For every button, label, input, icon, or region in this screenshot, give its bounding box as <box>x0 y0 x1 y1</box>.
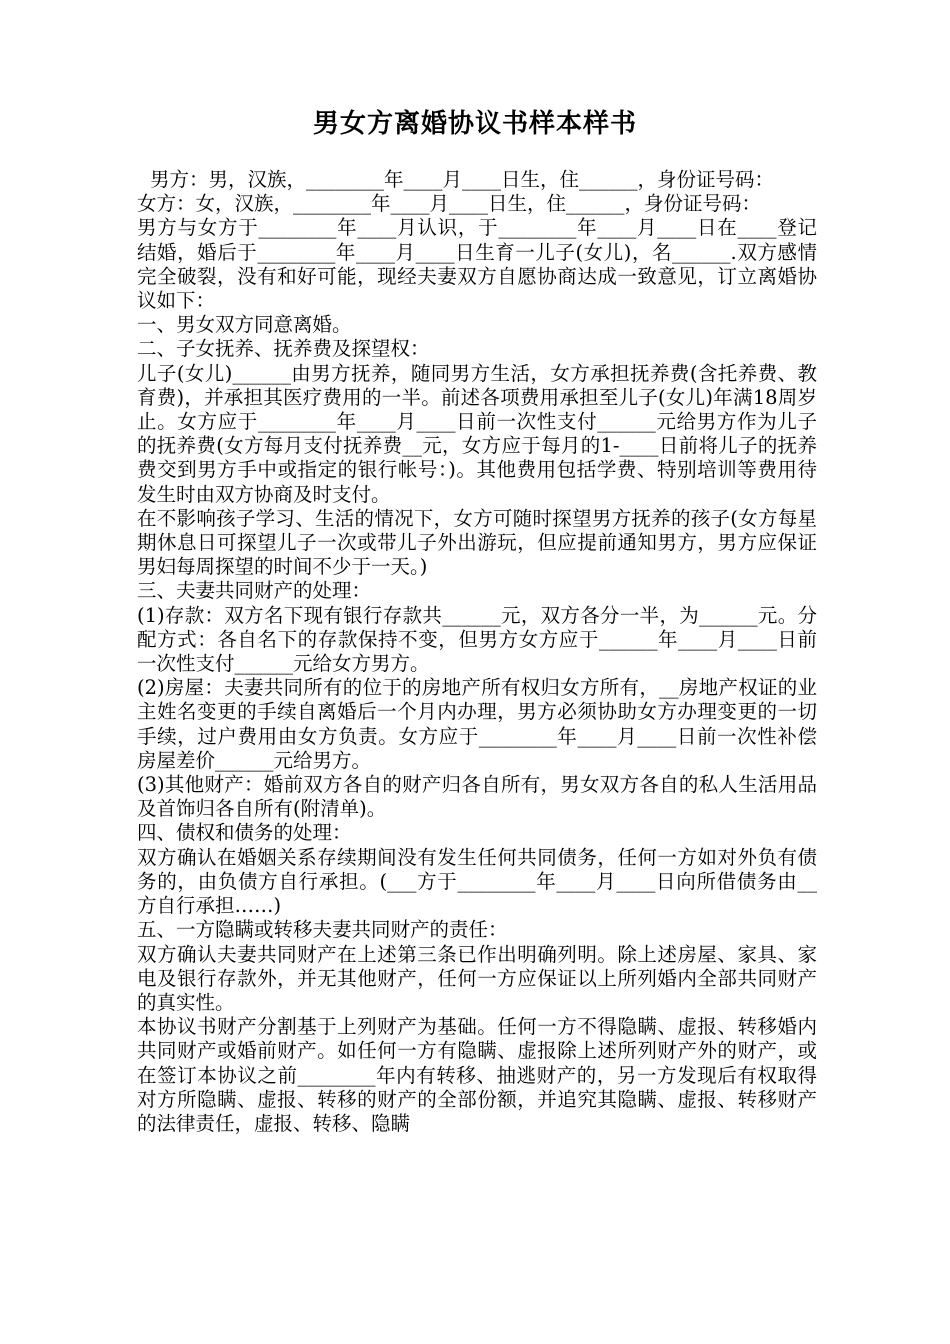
paragraph-visitation-rights: 在不影响孩子学习、生活的情况下，女方可随时探望男方抚养的孩子(女方每星期休息日可探望儿子一次或带儿子外出游玩，但应提前通知男方，男方应保证男妇每周探望的时间不少于一天。) <box>137 506 817 579</box>
paragraph-debts-terms: 双方确认在婚姻关系存续期间没有发生任何共同债务，任何一方如对外负有债务的，由负债方自行承担。(___方于________年____月____日向所借债务由__方自行承担……) <box>137 845 817 918</box>
document-body <box>137 168 817 1136</box>
section-heading-child-support: 二、子女抚养、抚养费及探望权： <box>137 337 430 361</box>
paragraph-child-support-terms: 儿子(女儿)______由男方抚养，随同男方生活，女方承担抚养费(含托养费、教育费)，并承担其医疗费用的一半。前述各项费用承担至儿子(女儿)年满18周岁止。女方应于________年____月____日前一次性支付______元给男方作为儿子的抚养费(女方每月支付抚养费__元，女方应于每月的1-____日前将儿子的抚养费交到男方手中或指定的银行帐号：)。其他费用包括学费、特别培训等费用待发生时由双方协商及时支付。 <box>137 361 817 506</box>
section-heading-concealment: 五、一方隐瞒或转移夫妻共同财产的责任： <box>137 918 508 942</box>
section-heading-debts: 四、债权和债务的处理： <box>137 821 352 845</box>
section-heading-divorce-consent: 一、男女双方同意离婚。 <box>137 313 352 337</box>
paragraph-other-property: (3)其他财产：婚前双方各自的财产归各自所有，男女双方各自的私人生活用品及首饰归各自所有(附清单)。 <box>137 773 817 821</box>
paragraph-concealment-liability: 本协议书财产分割基于上列财产为基础。任何一方不得隐瞒、虚报、转移婚内共同财产或婚前财产。如任何一方有隐瞒、虚报除上述所列财产外的财产，或在签订本协议之前________年内有转移、抽逃财产的，另一方发现后有权取得对方所隐瞒、虚报、转移的财产的全部份额，并追究其隐瞒、虚报、转移财产的法律责任，虚报、转移、隐瞒 <box>137 1015 817 1135</box>
paragraph-property-confirmation: 双方确认夫妻共同财产在上述第三条已作出明确列明。除上述房屋、家具、家电及银行存款外，并无其他财产，任何一方应保证以上所列婚内全部共同财产的真实性。 <box>137 942 817 1014</box>
paragraph-house: (2)房屋：夫妻共同所有的位于的房地产所有权归女方所有，__房地产权证的业主姓名变更的手续自离婚后一个月内办理，男方必须协助女方办理变更的一切手续，过户费用由女方负责。女方应于________年____月____日前一次性补偿房屋差价______元给男方。 <box>137 676 817 772</box>
paragraph-deposits: (1)存款：双方名下现有银行存款共______元，双方各分一半，为______元。分配方式：各自名下的存款保持不变，但男方女方应于______年____月____日前一次性支付______元给女方男方。 <box>137 603 817 676</box>
paragraph-wife-info: 女方：女，汉族，________年____月____日生，住______，身份证号码： <box>137 192 762 216</box>
paragraph-marriage-background: 男方与女方于________年____月认识，于________年____月____日在____登记结婚，婚后于________年____月____日生育一儿子(女儿)，名______.双方感情完全破裂，没有和好可能，现经夫妻双方自愿协商达成一致意见，订立离婚协议如下： <box>137 216 817 313</box>
paragraph-husband-info: 男方：男，汉族，________年____月____日生，住______，身份证号码： <box>150 168 775 191</box>
section-heading-joint-property: 三、夫妻共同财产的处理： <box>137 579 372 603</box>
document-title: 男女方离婚协议书样本样书 <box>312 109 637 139</box>
